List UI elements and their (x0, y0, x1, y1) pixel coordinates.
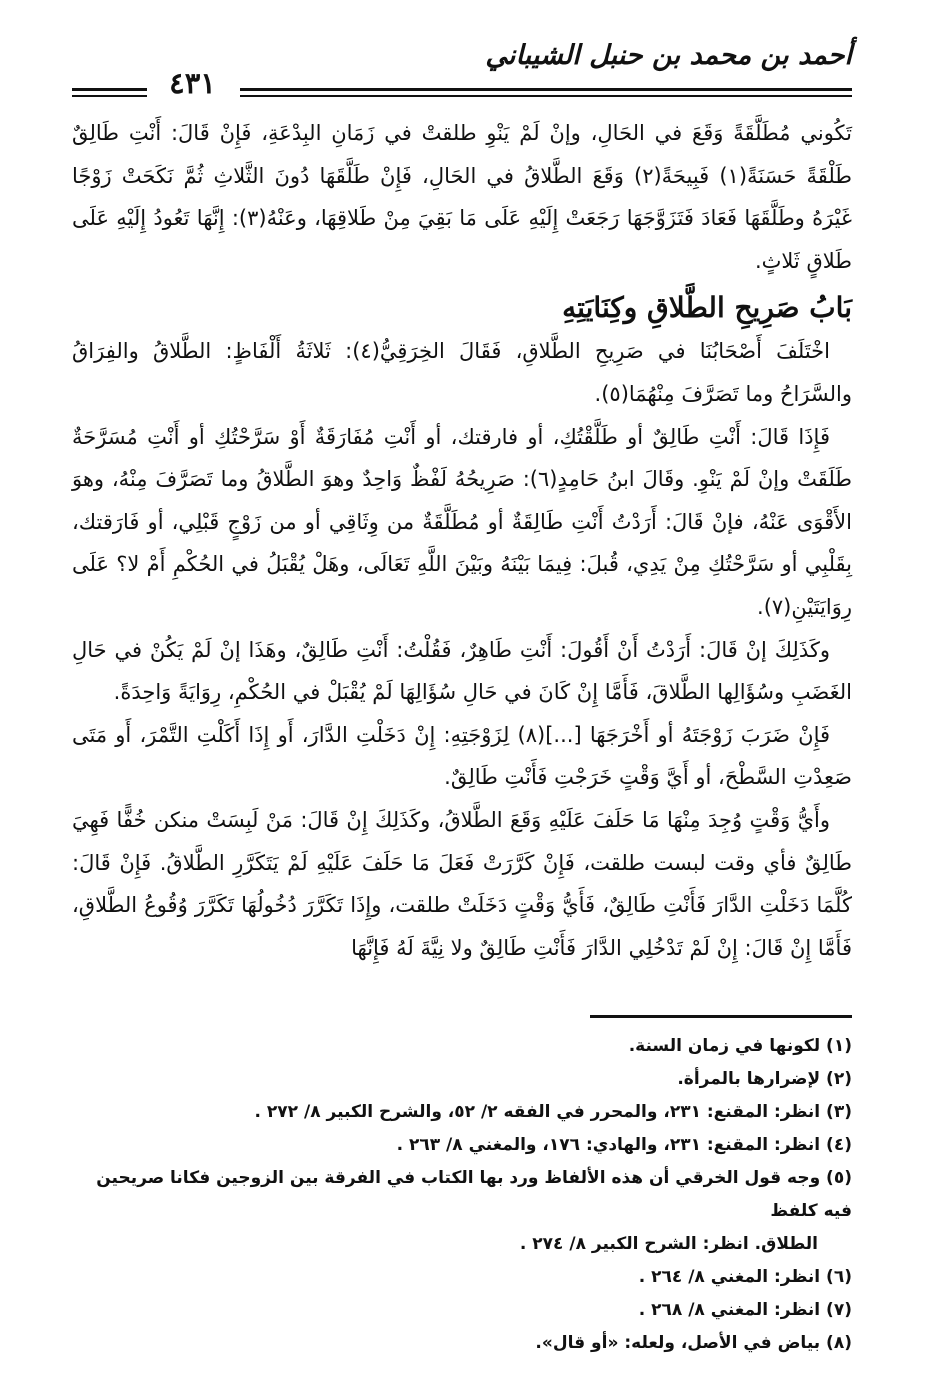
paragraph: فَإِنْ ضَرَبَ زَوْجَتَهُ أو أَخْرَجَهَا [...](٨) لِزَوْجَتِهِ: إِنْ دَخَلْتِ الدَّارَ، أَو إِذَا أَكَلْتِ التَّمْرَ، أَو مَتَى صَعِدْتِ السَّطْحَ، أو أَيَّ وَقْتٍ خَرَجْتِ فَأَنْتِ طَالِقٌ. (72, 722, 852, 790)
footnote: (٥) وجه قول الخرقي أن هذه الألفاظ ورد بها الكتاب في الفرقة بين الزوجين فكانا صريحين فيه كلفظ (96, 1168, 852, 1221)
main-text (72, 112, 852, 969)
paragraph: فَإِذَا قَالَ: أَنْتِ طَالِقٌ أو طَلَّقْتُكِ، أو فارقتك، أو أَنْتِ مُفَارَقَةٌ أَوْ سَرَّحْتُكِ أو أَنْتِ مُسَرَّحَةٌ طَلَقَتْ وإنْ لَمْ يَنْوِ. وقَالَ ابنُ حَامِدٍ(٦): صَرِيحُهُ لَفْظٌ وَاحِدٌ وهوَ الطَّلاقُ وما تَصَرَّفَ مِنْهُ، وهوَ الأَقْوَى عَنْهُ، فإنْ قَالَ: أَرَدْتُ أَنْتِ طَالِقَةٌ أو مُطَلَّقَةٌ من وِثَاقِي أو من زَوْجٍ قَبْلِي، أو فَارَقتك، بِقَلْبِي أو سَرَّحْتُكِ مِنْ يَدِي، قُبلَ: فِيمَا بَيْنَهُ وبَيْنَ اللَّهِ تَعَالَى، وهَلْ يُقْبَلُ في الحُكْمِ أَمْ لا؟ عَلَى رِوَايَتَيْنِ(٧). (72, 424, 852, 619)
header-rule-thin (240, 95, 852, 97)
footnote: (٢) لإضرارها بالمرأة. (677, 1069, 852, 1089)
footnote: (٤) انظر: المقنع: ٢٣١، والهادي: ١٧٦، والمغني ٨/ ٢٦٣ . (396, 1135, 852, 1155)
footnote: (٨) بياض في الأصل، ولعله: «أو قال». (535, 1333, 852, 1353)
chapter-heading: بَابُ صَرِيحِ الطَّلاقِ وكِنَايَتِهِ (562, 291, 852, 325)
footnote: (٦) انظر: المغني ٨/ ٢٦٤ . (638, 1267, 852, 1287)
paragraph: تَكُوني مُطَلَّقَةً وَقَعَ في الحَالِ، وإنْ لَمْ يَنْوِ طلقتْ في زَمَانِ البِدْعَةِ، فَإِنْ قَالَ: أَنْتِ طَالِقٌ طَلْقَةً حَسَنَةً(١) فَبِيحَةً(٢) وَقَعَ الطَّلاقُ في الحَالِ، فَإِنْ طَلَّقَهَا دُونَ الثَّلاثِ ثُمَّ نَكَحَتْ زَوْجًا غَيْرَهُ وطَلَّقَهَا فَعَادَ فَتَزَوَّجَهَا رَجَعَتْ إِلَيْهِ عَلَى مَا بَقِيَ مِنْ طَلاقِهَا، وعَنْهُ(٣): إِنَّهَا تَعُودُ إِلَيْهِ عَلَى طَلاقٍ ثَلاثٍ. (72, 121, 853, 273)
footnotes (72, 1030, 852, 1360)
header-rule-left-thin (72, 95, 147, 97)
page-number: ٤٣١ (169, 66, 216, 100)
footnote: (٧) انظر: المغني ٨/ ٢٦٨ . (638, 1300, 852, 1320)
paragraph: وأَيُّ وَقْتٍ وُجِدَ مِنْهَا مَا حَلَفَ عَلَيْهِ وَقَعَ الطَّلاقُ، وكَذَلِكَ إِنْ قَالَ: مَنْ لَبِسَتْ منكن خُفًّا فَهِيَ طَالِقٌ فأي وقت لبست طلقت، فَإِنْ كَرَّرَتْ فَعَلَ مَا حَلَفَ عَلَيْهِ لَمْ يَتَكَرَّرِ الطَّلاقُ. فَإِنْ قَالَ: كُلَّمَا دَخَلْتِ الدَّارَ فَأَنْتِ طَالِقٌ، فَأَيُّ وَقْتٍ دَخَلَتْ طلقت، وإِذَا تَكَرَّرَ دُخُولُهَا تَكَرَّرَ وُقُوعُ الطَّلاقِ، فَأَمَّا إِنْ قَالَ: إِنْ لَمْ تَدْخُلِي الدَّارَ فَأَنْتِ طَالِقٌ ولا نِيَّةَ لَهُ فَإِنَّهَا (72, 807, 852, 960)
paragraph: وكَذَلِكَ إنْ قَالَ: أَرَدْتُ أَنْ أَقُولَ: أَنْتِ طَاهِرٌ، فَقُلْتُ: أَنْتِ طَالِقٌ، وهَذَا إنْ لَمْ يَكُنْ في حَالِ الغَضَبِ وسُؤَالِها الطَّلاقَ، فَأَمَّا إِنْ كَانَ في حَالِ سُؤَالِهَا لَمْ يُقْبَلْ في الحُكْمِ، رِوَايَةً وَاحِدَةً. (72, 637, 852, 705)
footnote-continuation: الطلاق. انظر: الشرح الكبير ٨/ ٢٧٤ . (519, 1234, 818, 1254)
footnote-separator (590, 1015, 852, 1018)
paragraph: اخْتَلَفَ أَصْحَابُنَا في صَرِيحِ الطَّلاقِ، فَقَالَ الخِرَقِيُّ(٤): ثَلاثَةُ أَلْفَاظٍ: الطَّلاقُ والفِرَاقُ والسَّرَاحُ وما تَصَرَّفَ مِنْهُمَا(٥). (72, 339, 852, 406)
footnote: (٣) انظر: المقنع: ٢٣١، والمحرر في الفقه ٢/ ٥٢، والشرح الكبير ٨/ ٢٧٢ . (254, 1102, 852, 1122)
header-rule-left (72, 88, 147, 91)
footnote: (١) لكونها في زمان السنة. (628, 1036, 852, 1056)
header-rule (240, 88, 852, 91)
running-title: أحمد بن محمد بن حنبل الشيباني (485, 40, 852, 71)
